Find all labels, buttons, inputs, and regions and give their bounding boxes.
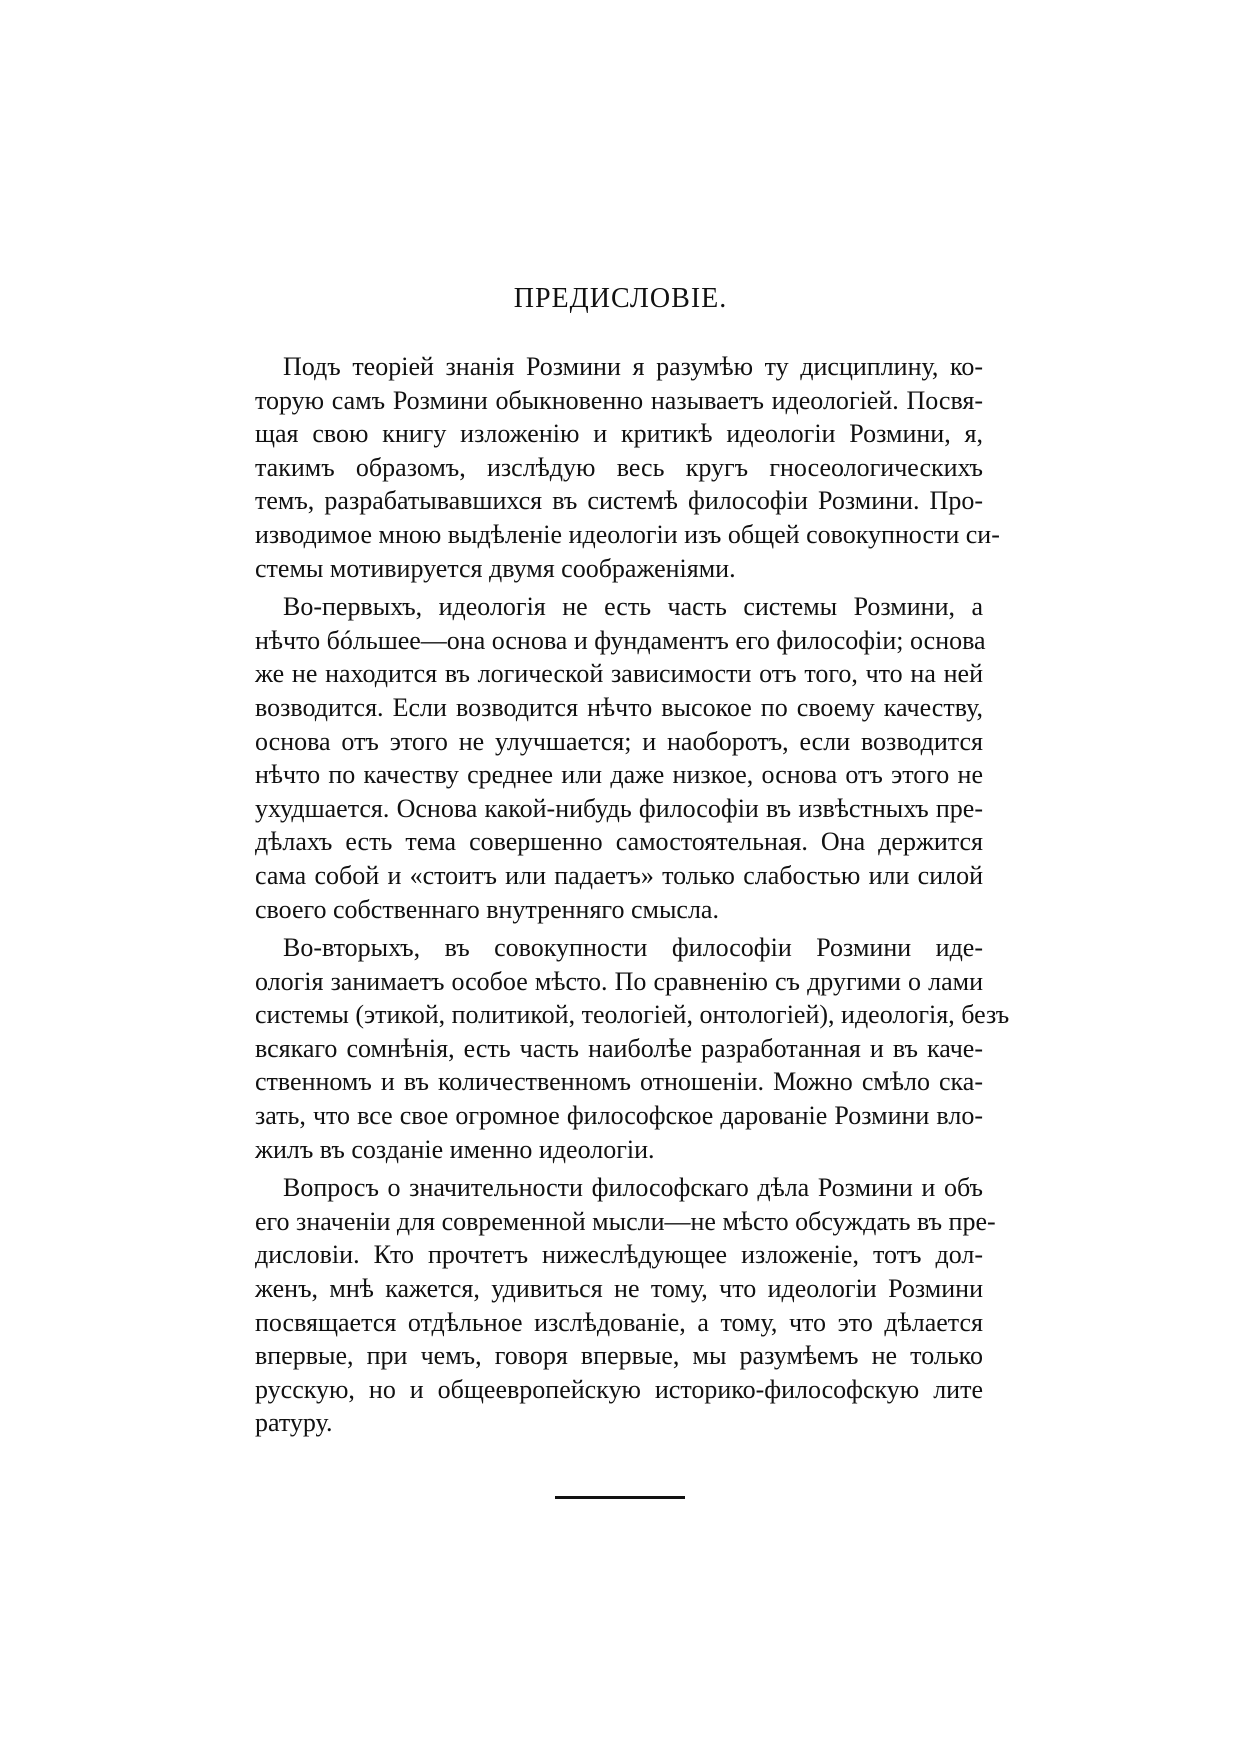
text-line: изводимое мною выдѣленіе идеологіи изъ общей совокупности си- (255, 519, 1000, 549)
text-line: всякаго сомнѣнія, есть часть наиболѣе разработанная и въ каче- (255, 1033, 983, 1063)
text-line: дисловіи. Кто прочтетъ нижеслѣдующее изложеніе, тотъ дол- (255, 1240, 983, 1270)
text-line: стемы мотивируется двумя соображеніями. (255, 553, 736, 583)
text-line: темъ, разрабатывавшихся въ системѣ философіи Розмини. Про- (255, 486, 983, 516)
paragraph (255, 931, 1010, 1166)
text-line: его значеніи для современной мысли—не мѣсто обсуждать въ пре- (255, 1206, 996, 1236)
text-line: системы (этикой, политикой, теологіей, онтологіей), идеологія, безъ (255, 1000, 1010, 1030)
text-line: Во-первыхъ, идеологія не есть часть системы Розмини, а (283, 592, 983, 622)
text-line: русскую, но и общеевропейскую историко-философскую лите (255, 1374, 983, 1404)
text-line: Подъ теоріей знанія Розмини я разумѣю ту дисциплину, ко- (283, 352, 983, 381)
text-line: ственномъ и въ количественномъ отношеніи. Можно смѣло ска- (255, 1067, 983, 1097)
text-line: ратуру. (255, 1408, 333, 1438)
paragraph (255, 590, 986, 926)
text-line: сама собой и «стоитъ или падаетъ» только слабостью или силой (255, 860, 983, 890)
text-line: своего собственнаго внутренняго смысла. (255, 894, 719, 924)
paragraph (255, 350, 1000, 585)
text-line: щая свою книгу изложенію и критикѣ идеологіи Розмини, я, (255, 419, 983, 449)
text-line: нѣчто бóльшее—она основа и фундаментъ его философіи; основа (255, 625, 986, 655)
text-line: дѣлахъ есть тема совершенно самостоятельная. Она держится (255, 827, 983, 857)
text-line: жилъ въ созданіе именно идеологіи. (255, 1134, 655, 1164)
text-line: основа отъ этого не улучшается; и наоборотъ, если возводится (255, 726, 983, 756)
text-line: женъ, мнѣ кажется, удивиться не тому, что идеологіи Розмини (255, 1274, 983, 1304)
text-line: ологія занимаетъ особое мѣсто. По сравненію съ другими о лами (255, 966, 983, 996)
page-title: ПРЕДИСЛОВІЕ. (513, 283, 728, 314)
preface-body (255, 350, 1010, 1445)
text-line: такимъ образомъ, изслѣдую весь кругъ гносеологическихъ (255, 452, 983, 482)
text-line: зать, что все свое огромное философское дарованіе Розмини вло- (255, 1101, 983, 1131)
end-rule (555, 1496, 685, 1499)
text-line: посвящается отдѣльное изслѣдованіе, а тому, что это дѣлается (255, 1307, 983, 1337)
text-line: ухудшается. Основа какой-нибудь философіи въ извѣстныхъ пре- (255, 793, 983, 823)
text-line: Во-вторыхъ, въ совокупности философіи Розмини иде- (283, 933, 983, 963)
text-line: Вопросъ о значительности философскаго дѣла Розмини и объ (283, 1173, 983, 1203)
text-line: впервые, при чемъ, говоря впервые, мы разумѣемъ не только (255, 1341, 983, 1371)
text-line: нѣчто по качеству среднее или даже низкое, основа отъ этого не (255, 760, 983, 790)
paragraph (255, 1171, 996, 1440)
text-line: возводится. Если возводится нѣчто высокое по своему качеству, (255, 692, 983, 722)
text-line: торую самъ Розмини обыкновенно называетъ идеологіей. Посвя- (255, 385, 983, 415)
text-line: же не находится въ логической зависимости отъ того, что на ней (255, 659, 983, 689)
